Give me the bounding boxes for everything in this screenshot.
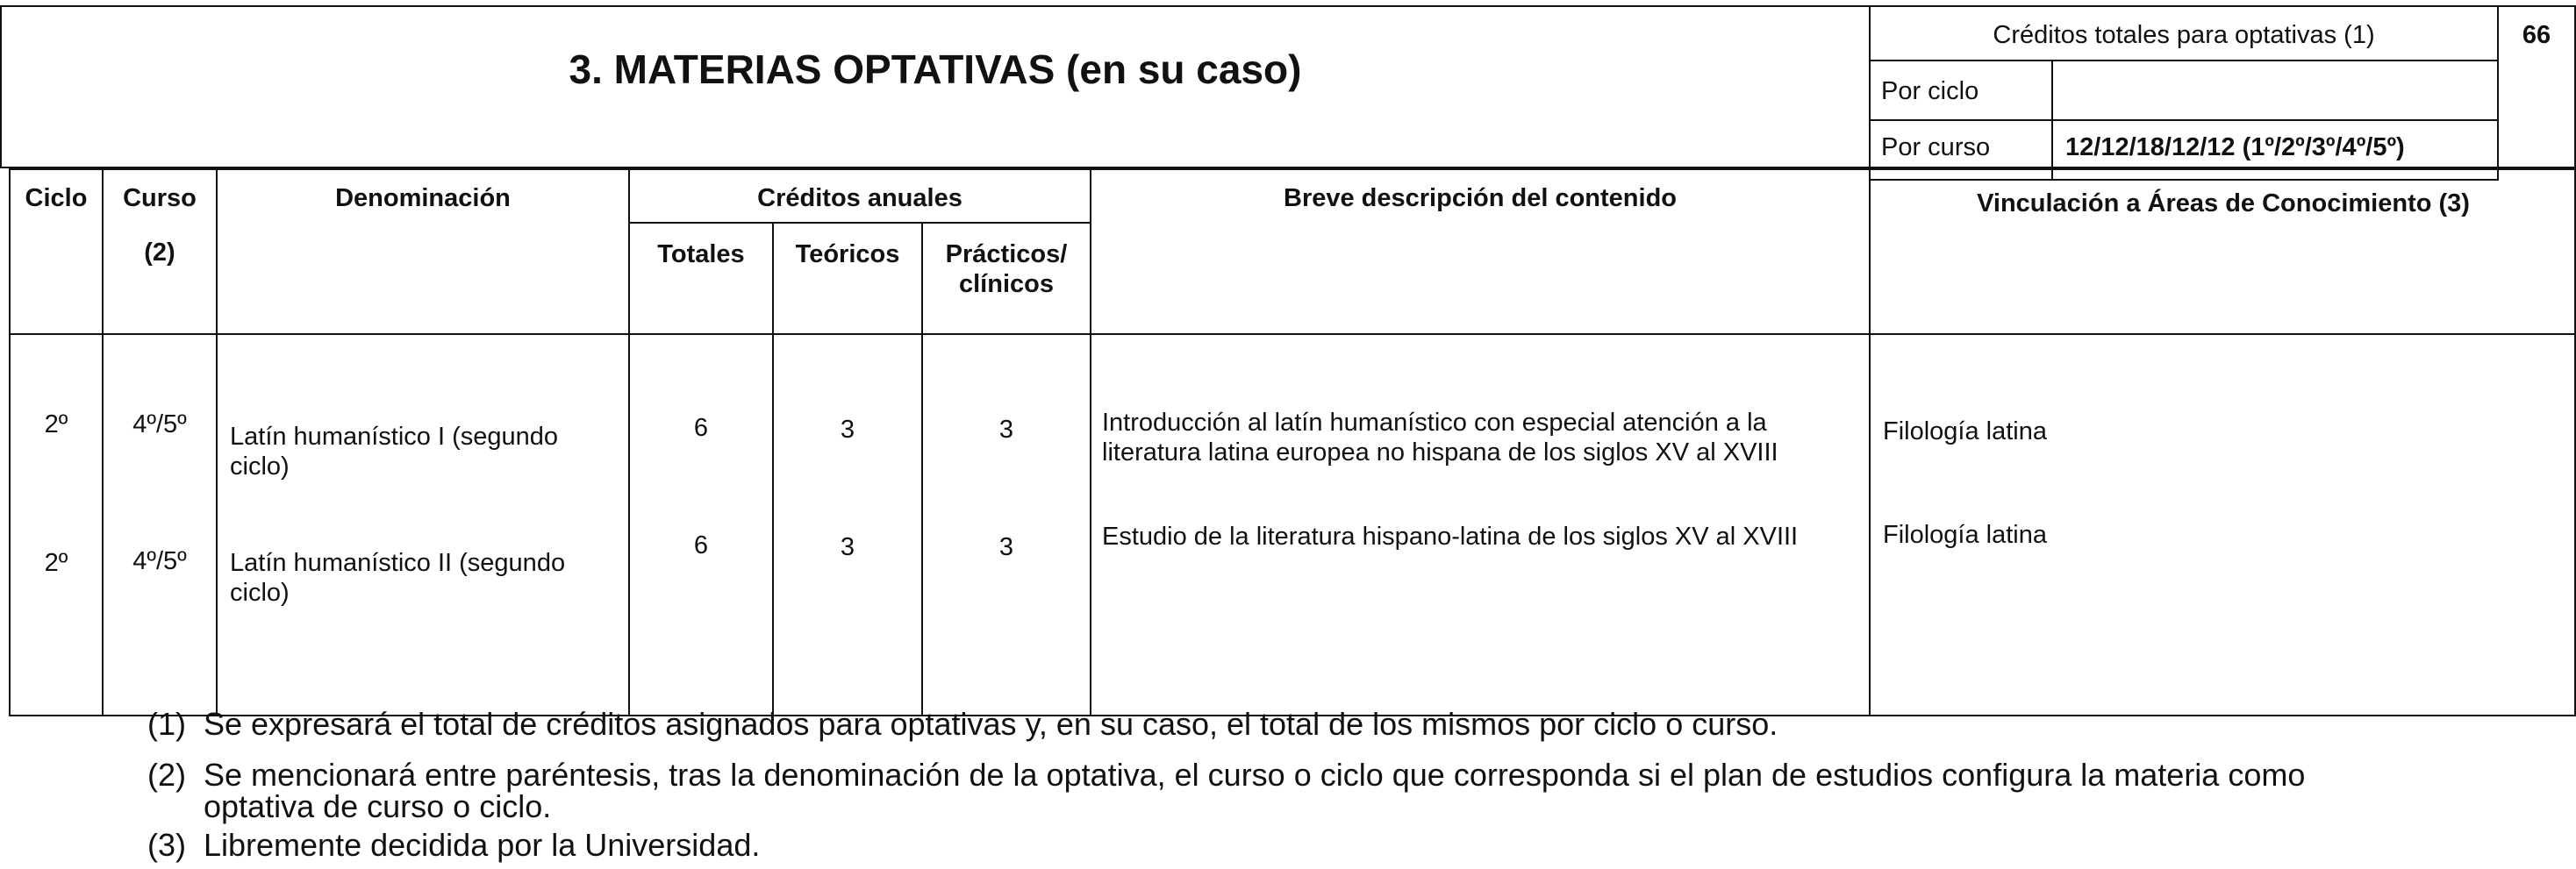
footnote-3-text: Libremente decidida por la Universidad. (204, 827, 761, 863)
header-practicos-2: clínicos (959, 270, 1054, 298)
row1-curso: 4º/5º (132, 410, 187, 438)
row1-ciclo: 2º (44, 410, 68, 438)
row2-area: Filología latina (1883, 521, 2047, 549)
por-curso-label: Por curso (1881, 133, 1991, 161)
row1-practicos: 3 (998, 416, 1014, 444)
footnote-1-number: (1) (147, 706, 186, 742)
row2-teoricos: 3 (840, 533, 855, 561)
footnote-1-text: Se expresará el total de créditos asignados para optativas y, en su caso, el total de los mismos por ciclo o curso. (204, 706, 1778, 742)
row1-teoricos: 3 (840, 416, 855, 444)
row2-curso: 4º/5º (132, 547, 187, 575)
row1-descripcion-1: Introducción al latín humanístico con especial atención a la (1102, 409, 1767, 437)
footnote-3-number: (3) (147, 827, 186, 863)
header-practicos-1: Prácticos/ (945, 240, 1068, 268)
header-ciclo: Ciclo (25, 184, 88, 212)
row1-denominacion-1: Latín humanístico I (segundo (230, 423, 559, 451)
row2-ciclo: 2º (44, 549, 68, 577)
row1-descripcion-2: literatura latina europea no hispana de los siglos XV al XVIII (1102, 438, 1778, 467)
row1-denominacion-2: ciclo) (230, 452, 290, 481)
header-denominacion: Denominación (335, 184, 511, 212)
total-credits-label: Créditos totales para optativas (1) (1993, 21, 2375, 49)
header-curso: Curso (123, 184, 197, 212)
row1-area: Filología latina (1883, 417, 2047, 445)
row2-denominacion-1: Latín humanístico II (segundo (230, 549, 566, 577)
header-curso-note: (2) (144, 239, 175, 267)
header-descripcion: Breve descripción del contenido (1284, 184, 1677, 212)
header-creditos-anuales: Créditos anuales (757, 184, 962, 212)
footnote-2-text-a: Se mencionará entre paréntesis, tras la denominación de la optativa, el curso o ciclo que corresponda si el plan de estudios configura la materia como (204, 757, 2306, 793)
header-teoricos: Teóricos (795, 240, 900, 268)
header-totales: Totales (657, 240, 745, 268)
row1-totales: 6 (693, 414, 709, 442)
por-ciclo-label: Por ciclo (1881, 77, 1979, 105)
header-vinculacion: Vinculación a Áreas de Conocimiento (3) (1977, 189, 2470, 217)
row2-practicos: 3 (998, 533, 1014, 561)
row2-denominacion-2: ciclo) (230, 579, 290, 607)
total-credits-value: 66 (2522, 21, 2551, 49)
footnote-2-text-b: optativa de curso o ciclo. (204, 788, 552, 824)
page-title: 3. MATERIAS OPTATIVAS (en su caso) (569, 46, 1302, 92)
por-curso-value: 12/12/18/12/12 (1º/2º/3º/4º/5º) (2065, 133, 2405, 161)
footnote-2-number: (2) (147, 757, 186, 793)
row2-descripcion-1: Estudio de la literatura hispano-latina de los siglos XV al XVIII (1102, 523, 1799, 551)
row2-totales: 6 (693, 531, 709, 559)
